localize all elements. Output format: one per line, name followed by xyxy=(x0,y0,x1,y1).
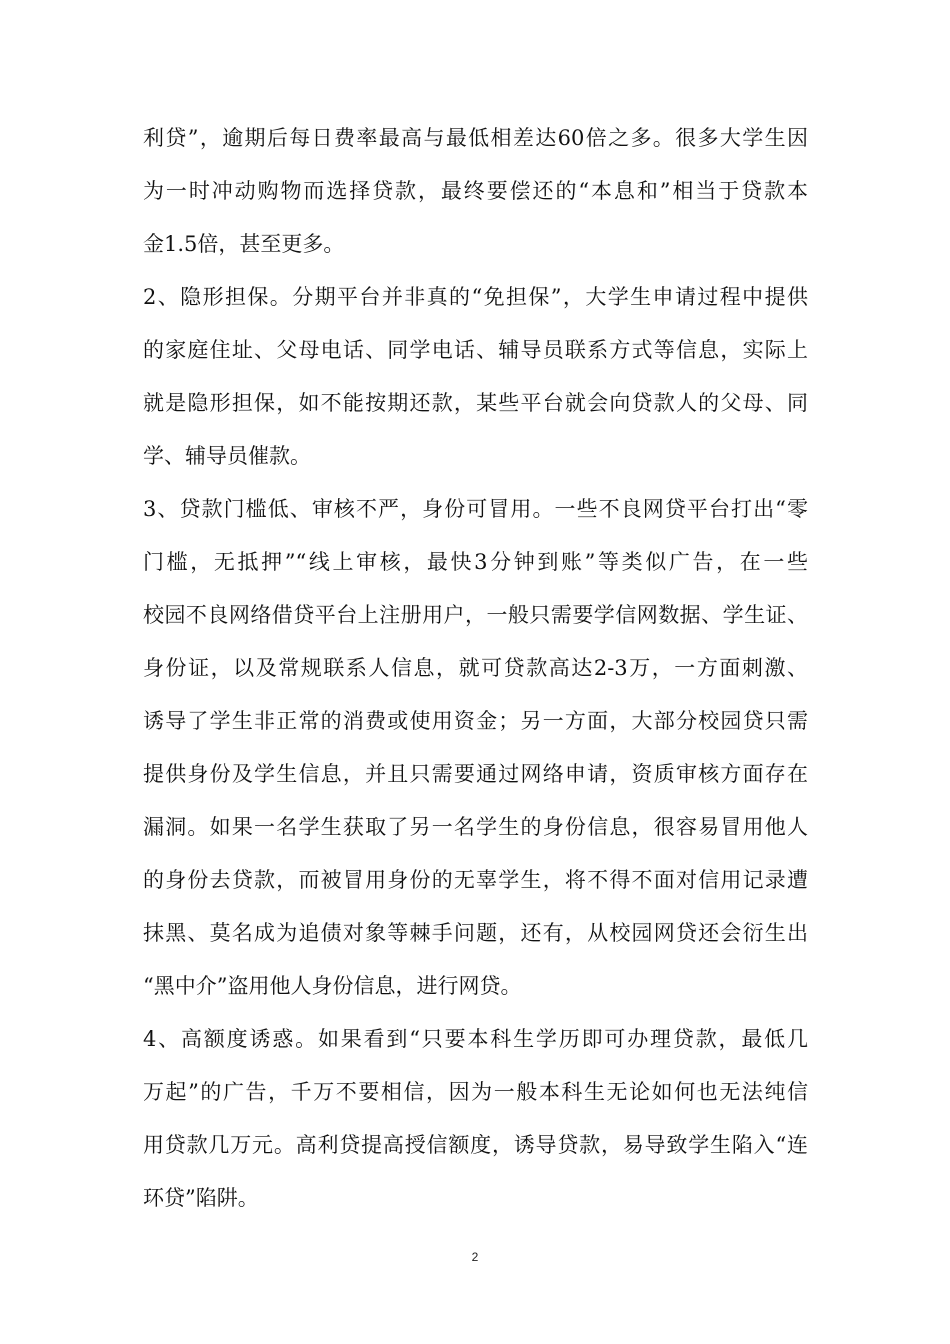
text-line: 金1.5倍，甚至更多。 xyxy=(143,232,345,256)
text-line: 门槛，无抵押”“线上审核，最快3分钟到账”等类似广告，在一些 xyxy=(143,550,808,574)
page-number: 2 xyxy=(471,1250,479,1264)
text-line: 利贷”，逾期后每日费率最高与最低相差达60倍之多。很多大学生因 xyxy=(143,126,808,150)
text-line: 校园不良网络借贷平台上注册用户，一般只需要学信网数据、学生证、 xyxy=(143,603,808,627)
text-line: 的身份去贷款，而被冒用身份的无辜学生，将不得不面对信用记录遭 xyxy=(143,868,808,892)
text-line: 就是隐形担保，如不能按期还款，某些平台就会向贷款人的父母、同 xyxy=(143,391,808,415)
text-line: 的家庭住址、父母电话、同学电话、辅导员联系方式等信息，实际上 xyxy=(143,338,808,362)
text-line: 漏洞。如果一名学生获取了另一名学生的身份信息，很容易冒用他人 xyxy=(143,815,808,839)
text-line: 用贷款几万元。高利贷提高授信额度，诱导贷款，易导致学生陷入“连 xyxy=(143,1133,808,1157)
text-line: 万起”的广告，千万不要相信，因为一般本科生无论如何也无法纯信 xyxy=(143,1080,808,1104)
text-line: 4、高额度诱惑。如果看到“只要本科生学历即可办理贷款，最低几 xyxy=(143,1027,808,1051)
text-line: 诱导了学生非正常的消费或使用资金；另一方面，大部分校园贷只需 xyxy=(143,709,808,733)
text-line: 身份证，以及常规联系人信息，就可贷款高达2-3万，一方面刺激、 xyxy=(143,656,808,680)
text-line: 环贷”陷阱。 xyxy=(143,1186,259,1210)
text-line: “黑中介”盗用他人身份信息，进行网贷。 xyxy=(143,974,522,998)
text-line: 3、贷款门槛低、审核不严，身份可冒用。一些不良网贷平台打出“零 xyxy=(143,497,808,521)
text-line: 为一时冲动购物而选择贷款，最终要偿还的“本息和”相当于贷款本 xyxy=(143,179,808,203)
text-line: 学、辅导员催款。 xyxy=(143,444,311,468)
text-line: 提供身份及学生信息，并且只需要通过网络申请，资质审核方面存在 xyxy=(143,762,808,786)
text-line: 2、隐形担保。分期平台并非真的“免担保”，大学生申请过程中提供 xyxy=(143,285,808,309)
text-line: 抹黑、莫名成为追债对象等棘手问题，还有，从校园网贷还会衍生出 xyxy=(143,921,808,945)
